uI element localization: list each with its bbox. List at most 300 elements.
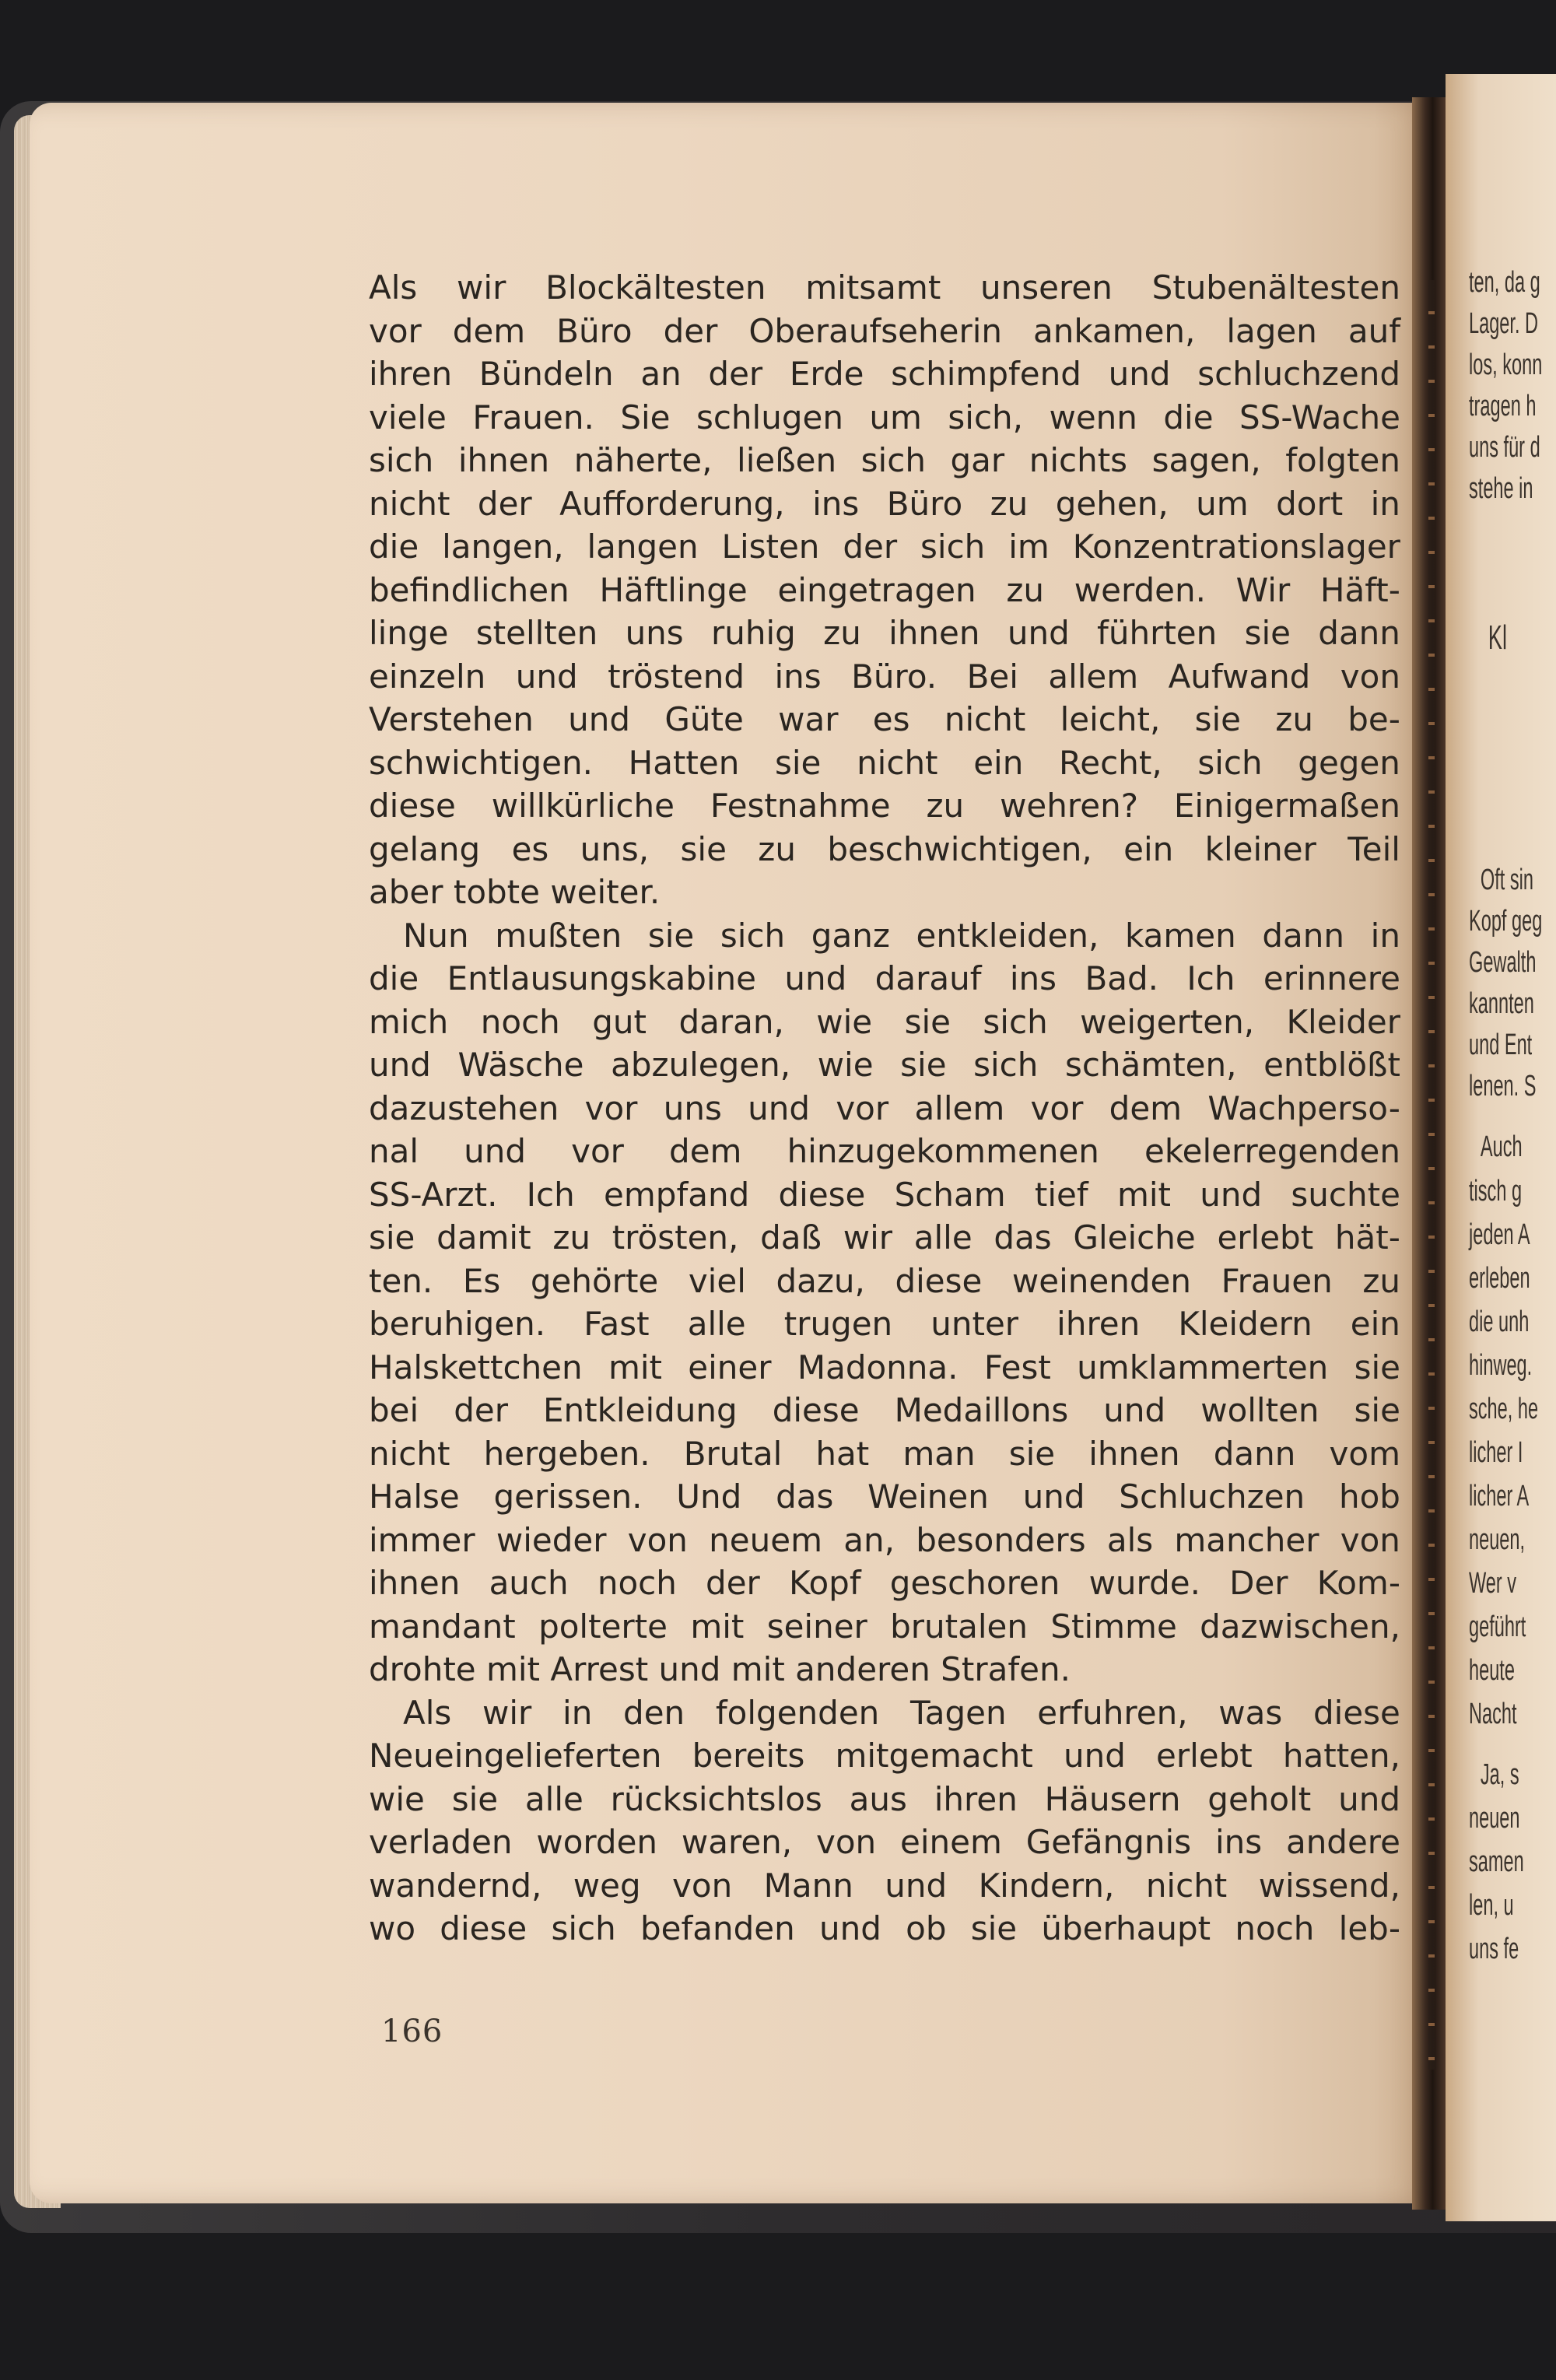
word: hergeben.: [483, 1434, 650, 1473]
word: und: [464, 1132, 527, 1170]
word: in: [1370, 916, 1400, 955]
text-line: [369, 741, 1400, 785]
word: brutalen: [890, 1607, 1029, 1646]
word: die: [369, 959, 419, 997]
word: Tagen: [910, 1693, 1007, 1732]
word: SS-Arzt.: [369, 1175, 498, 1214]
word: sich,: [948, 398, 1024, 436]
word: allem: [914, 1088, 1005, 1127]
word: geschoren: [889, 1564, 1060, 1602]
word: einem: [900, 1823, 1002, 1861]
text-line: drohte mit Arrest und mit anderen Strafen.: [369, 1650, 1071, 1688]
word: Bündeln: [478, 355, 614, 393]
word: ihren: [369, 355, 453, 393]
word: waren,: [681, 1823, 793, 1861]
word: viel: [688, 1261, 746, 1300]
right-text-fragment: neuen,: [1469, 1523, 1526, 1556]
word: ob: [906, 1909, 947, 1947]
word: Bad.: [1085, 959, 1158, 997]
word: und: [369, 1046, 431, 1084]
word: und: [748, 1088, 811, 1127]
word: überhaupt: [1041, 1909, 1211, 1947]
right-text-fragment: licher A: [1469, 1480, 1530, 1512]
text-line: [369, 612, 1400, 655]
word: sich: [369, 441, 434, 479]
word: mich: [369, 1002, 449, 1041]
word: sich: [920, 528, 986, 566]
text-line: [369, 1562, 1400, 1605]
word: gar: [950, 441, 1005, 479]
word: nicht: [1145, 1866, 1228, 1905]
word: ins: [1214, 1823, 1263, 1861]
word: dazustehen: [369, 1088, 559, 1127]
text-line: [369, 1302, 1400, 1346]
word: und: [1108, 355, 1171, 393]
text-line: [369, 1432, 1400, 1476]
word: polterte: [538, 1607, 668, 1646]
word: schimpfend: [891, 355, 1081, 393]
word: mit: [608, 1348, 662, 1386]
text-line: aber tobte weiter.: [369, 873, 661, 911]
word: die: [369, 528, 419, 566]
word: wir: [843, 1218, 893, 1257]
word: gelang: [369, 829, 481, 868]
word: Wachperso-: [1207, 1088, 1400, 1127]
word: Und: [676, 1477, 742, 1516]
word: vor: [571, 1132, 624, 1170]
word: der: [477, 484, 532, 523]
word: Schluchzen: [1119, 1477, 1305, 1516]
word: was: [1218, 1693, 1283, 1732]
word: in: [562, 1693, 593, 1732]
word: ihnen: [888, 614, 980, 652]
word: war: [778, 700, 839, 738]
word: leb-: [1338, 1909, 1400, 1947]
word: dort: [1276, 484, 1344, 523]
word: empfand: [604, 1175, 750, 1214]
right-text-fragment: licher I: [1469, 1436, 1523, 1469]
word: ein: [973, 743, 1024, 782]
right-text-fragment: len, u: [1469, 1889, 1514, 1922]
word: zu: [1275, 700, 1313, 738]
word: damit: [436, 1218, 531, 1257]
word: dann: [1262, 916, 1345, 955]
word: sie: [1244, 614, 1291, 652]
word: Stimme: [1050, 1607, 1177, 1646]
word: wie: [369, 1779, 425, 1818]
word: ein: [1350, 1305, 1400, 1343]
word: zu: [926, 787, 965, 825]
word: Sie: [620, 398, 671, 436]
word: nicht: [369, 484, 450, 523]
text-line: [369, 1778, 1400, 1821]
right-text-fragment: uns fe: [1469, 1933, 1519, 1965]
word: trugen: [783, 1305, 893, 1343]
text-line: [369, 1216, 1400, 1260]
text-line: [369, 1907, 1400, 1951]
word: alle: [524, 1779, 584, 1818]
word: alle: [913, 1218, 972, 1257]
word: Kom-: [1316, 1564, 1400, 1602]
word: von: [1340, 657, 1400, 696]
right-text-fragment: uns für d: [1469, 431, 1540, 464]
word: Weinen: [867, 1477, 989, 1516]
word: hät-: [1334, 1218, 1400, 1257]
word: diese: [772, 1391, 860, 1429]
word: der: [454, 1391, 508, 1429]
right-text-fragment: Kopf geg: [1469, 905, 1543, 938]
word: mandant: [369, 1607, 516, 1646]
word: sich: [720, 916, 786, 955]
word: Einigermaßen: [1173, 787, 1400, 825]
right-text-fragment: Oft sin: [1480, 864, 1533, 896]
word: diese: [778, 1175, 866, 1214]
word: Entlausungskabine: [447, 959, 756, 997]
word: zu: [552, 1218, 591, 1257]
word: Medaillons: [894, 1391, 1069, 1429]
binding-threads: [1428, 280, 1435, 2070]
word: Häftlinge: [599, 570, 748, 609]
word: Kleider: [1286, 1002, 1400, 1041]
word: mußten: [495, 916, 622, 955]
word: nicht: [369, 1434, 450, 1473]
text-line: [369, 569, 1400, 612]
word: es: [872, 700, 910, 738]
word: bei: [369, 1391, 419, 1429]
word: sie: [1354, 1348, 1400, 1386]
word: kamen: [1125, 916, 1236, 955]
word: hob: [1338, 1477, 1400, 1516]
word: seiner: [766, 1607, 867, 1646]
word: Häusern: [1044, 1779, 1181, 1818]
word: Aufforderung,: [559, 484, 785, 523]
right-text-fragment: heute: [1469, 1654, 1515, 1687]
word: Aufwand: [1168, 657, 1311, 696]
word: und: [885, 1866, 948, 1905]
word: auf: [1347, 311, 1400, 350]
word: hat: [815, 1434, 870, 1473]
word: sich: [1197, 743, 1263, 782]
text-line: [369, 698, 1400, 741]
right-text-fragment: lenen. S: [1469, 1070, 1537, 1102]
word: zu: [1362, 1261, 1400, 1300]
word: von: [627, 1520, 688, 1559]
word: aus: [849, 1779, 907, 1818]
text-line: [369, 439, 1400, 482]
word: und: [784, 959, 847, 997]
word: wissend,: [1258, 1866, 1400, 1905]
word: Frauen: [1221, 1261, 1333, 1300]
text-line: [369, 1389, 1400, 1432]
word: wehren?: [1000, 787, 1138, 825]
word: SS-Wache: [1239, 398, 1400, 436]
word: werden.: [1074, 570, 1206, 609]
word: weigerten,: [1080, 1002, 1255, 1041]
word: mitgemacht: [835, 1737, 1033, 1775]
word: und: [818, 1909, 881, 1947]
word: Güte: [664, 700, 744, 738]
word: Blockältesten: [545, 268, 766, 307]
word: Madonna.: [797, 1348, 958, 1386]
word: sie: [451, 1779, 499, 1818]
right-text-fragment: samen: [1469, 1845, 1524, 1878]
word: ihren: [1057, 1305, 1141, 1343]
word: vom: [1329, 1434, 1400, 1473]
word: ließen: [737, 441, 837, 479]
word: rücksichtslos: [610, 1779, 822, 1818]
word: willkürliche: [491, 787, 675, 825]
word: Als: [403, 1693, 452, 1732]
word: leicht,: [1060, 700, 1161, 738]
right-text-fragment: hinweg.: [1469, 1349, 1533, 1382]
word: zu: [758, 829, 796, 868]
word: diese: [895, 1261, 983, 1300]
word: ganz: [811, 916, 890, 955]
word: Recht,: [1059, 743, 1162, 782]
word: dem: [669, 1132, 742, 1170]
word: wollten: [1200, 1391, 1319, 1429]
word: von: [672, 1866, 733, 1905]
word: weinenden: [1011, 1261, 1191, 1300]
word: Kopf: [789, 1564, 861, 1602]
word: mancher: [1174, 1520, 1319, 1559]
word: wenn: [1049, 398, 1137, 436]
text-line: [369, 1691, 1400, 1735]
word: Entkleidung: [542, 1391, 738, 1429]
text-line: [369, 1260, 1400, 1303]
text-line: [369, 914, 1400, 958]
word: allem: [1048, 657, 1139, 696]
word: gerissen.: [493, 1477, 643, 1516]
word: Fast: [584, 1305, 650, 1343]
word: und: [515, 657, 578, 696]
word: immer: [369, 1520, 475, 1559]
word: vor: [369, 311, 422, 350]
text-line: [369, 310, 1400, 353]
word: Scham: [894, 1175, 1006, 1214]
word: näherte,: [573, 441, 713, 479]
word: der: [843, 528, 898, 566]
text-line: [369, 1130, 1400, 1173]
word: bereits: [692, 1737, 805, 1775]
word: Ich: [526, 1175, 575, 1214]
word: und: [1063, 1737, 1126, 1775]
word: gehörte: [530, 1261, 659, 1300]
word: mitsamt: [805, 268, 941, 307]
right-text-fragment: Kl: [1488, 619, 1508, 657]
word: kleiner: [1204, 829, 1316, 868]
word: darauf: [874, 959, 982, 997]
word: linge: [369, 614, 449, 652]
word: ten.: [369, 1261, 433, 1300]
word: hinzugekommenen: [787, 1132, 1099, 1170]
word: sie: [680, 829, 727, 868]
text-line: [369, 957, 1400, 1001]
word: mit: [1116, 1175, 1171, 1214]
word: diese: [1313, 1693, 1400, 1732]
word: langen,: [442, 528, 564, 566]
word: Wäsche: [457, 1046, 584, 1084]
word: sagen,: [1151, 441, 1261, 479]
word: Als: [369, 268, 418, 307]
word: es: [511, 829, 549, 868]
word: vor: [836, 1088, 889, 1127]
word: dem: [1109, 1088, 1183, 1127]
word: Halse: [369, 1477, 460, 1516]
word: Teil: [1347, 829, 1400, 868]
word: unseren: [980, 268, 1113, 307]
right-text-fragment: und Ent: [1469, 1029, 1533, 1061]
word: Halskettchen: [369, 1348, 583, 1386]
word: Es: [462, 1261, 501, 1300]
word: die: [1163, 398, 1214, 436]
word: andere: [1285, 1823, 1400, 1861]
right-text-fragment: tisch g: [1469, 1175, 1523, 1208]
word: beruhigen.: [369, 1305, 546, 1343]
word: Häft-: [1319, 570, 1400, 609]
word: zu: [1006, 570, 1045, 609]
word: Frauen.: [472, 398, 594, 436]
word: befindlichen: [369, 570, 569, 609]
word: stellten: [475, 614, 598, 652]
text-line: [369, 482, 1400, 526]
word: wieder: [496, 1520, 607, 1559]
word: alle: [687, 1305, 746, 1343]
word: vor: [584, 1088, 638, 1127]
word: sich: [973, 1046, 1039, 1084]
word: um: [1196, 484, 1249, 523]
word: ins: [774, 657, 822, 696]
word: Brutal: [683, 1434, 783, 1473]
word: daß: [760, 1218, 822, 1257]
word: viele: [369, 398, 447, 436]
word: nicht: [857, 743, 938, 782]
word: geholt: [1207, 1779, 1312, 1818]
right-text-fragment: ten, da g: [1469, 266, 1540, 299]
word: wie: [816, 1002, 873, 1041]
word: einer: [688, 1348, 772, 1386]
word: sie: [369, 1218, 415, 1257]
text-line: [369, 1734, 1400, 1778]
word: Stubenältesten: [1151, 268, 1400, 307]
word: folgenden: [715, 1693, 880, 1732]
word: Konzentrationslager: [1072, 528, 1400, 566]
word: man: [902, 1434, 976, 1473]
word: verladen: [369, 1823, 513, 1861]
word: ihnen: [457, 441, 550, 479]
word: ruhig: [711, 614, 796, 652]
word: führten: [1097, 614, 1218, 652]
word: ein: [1123, 829, 1174, 868]
word: sie: [900, 1046, 947, 1084]
word: Verstehen: [369, 700, 534, 738]
word: das: [776, 1477, 834, 1516]
right-text-fragment: geführt: [1469, 1611, 1526, 1643]
right-text-fragment: kannten: [1469, 987, 1534, 1020]
word: eingetragen: [777, 570, 976, 609]
text-line: [369, 525, 1400, 569]
word: lagen: [1226, 311, 1317, 350]
text-line: [369, 1043, 1400, 1087]
word: der: [663, 311, 718, 350]
word: Festnahme: [710, 787, 891, 825]
word: Hatten: [628, 743, 740, 782]
text-line: [369, 1519, 1400, 1562]
word: um: [869, 398, 922, 436]
word: ekelerregenden: [1144, 1132, 1400, 1170]
word: Wir: [1235, 570, 1291, 609]
word: einzeln: [369, 657, 486, 696]
text-line: [369, 655, 1400, 699]
word: noch: [597, 1564, 677, 1602]
text-line: [369, 352, 1400, 396]
word: Gleiche: [1073, 1218, 1196, 1257]
word: erlebt: [1217, 1218, 1314, 1257]
word: nal: [369, 1132, 419, 1170]
word: an: [640, 355, 682, 393]
word: Büro: [556, 311, 633, 350]
word: abzulegen,: [611, 1046, 791, 1084]
right-text-fragment: Lager. D: [1469, 307, 1539, 340]
word: wandernd,: [369, 1866, 542, 1905]
right-text-fragment: Ja, s: [1480, 1758, 1519, 1791]
word: Kleidern: [1178, 1305, 1312, 1343]
word: im: [1008, 528, 1050, 566]
word: wir: [482, 1693, 532, 1732]
word: nichts: [1029, 441, 1128, 479]
word: mit: [690, 1607, 745, 1646]
word: zu: [990, 484, 1029, 523]
word: dem: [452, 311, 526, 350]
word: neuem: [709, 1520, 823, 1559]
right-text-fragment: jeden A: [1469, 1218, 1530, 1251]
word: Büro.: [851, 657, 937, 696]
right-text-fragment: erleben: [1469, 1262, 1530, 1295]
word: Mann: [763, 1866, 853, 1905]
word: gehen,: [1055, 484, 1169, 523]
word: von: [1340, 1520, 1400, 1559]
word: sie: [1194, 700, 1241, 738]
word: Nun: [403, 916, 469, 955]
word: als: [1106, 1520, 1154, 1559]
word: wurde.: [1088, 1564, 1200, 1602]
word: der: [708, 355, 763, 393]
word: der: [706, 1564, 760, 1602]
word: wo: [369, 1909, 416, 1947]
word: ihnen: [369, 1564, 461, 1602]
right-text-fragment: neuen: [1469, 1802, 1520, 1835]
word: besonders: [916, 1520, 1086, 1559]
word: trösten,: [612, 1218, 739, 1257]
word: langen: [587, 528, 699, 566]
body-text: [369, 266, 1400, 1951]
word: ins: [812, 484, 860, 523]
word: das: [994, 1218, 1052, 1257]
right-text-fragment: sche, he: [1469, 1393, 1539, 1425]
word: und: [1200, 1175, 1263, 1214]
word: worden: [536, 1823, 658, 1861]
word: sie: [904, 1002, 951, 1041]
text-line: [369, 828, 1400, 871]
word: be-: [1347, 700, 1400, 738]
text-line: [369, 1087, 1400, 1130]
word: entblößt: [1263, 1046, 1400, 1084]
word: uns: [625, 614, 684, 652]
word: dazwischen,: [1200, 1607, 1400, 1646]
word: dazu,: [776, 1261, 865, 1300]
word: erlebt: [1156, 1737, 1253, 1775]
right-text-fragment: Nacht: [1469, 1698, 1517, 1730]
